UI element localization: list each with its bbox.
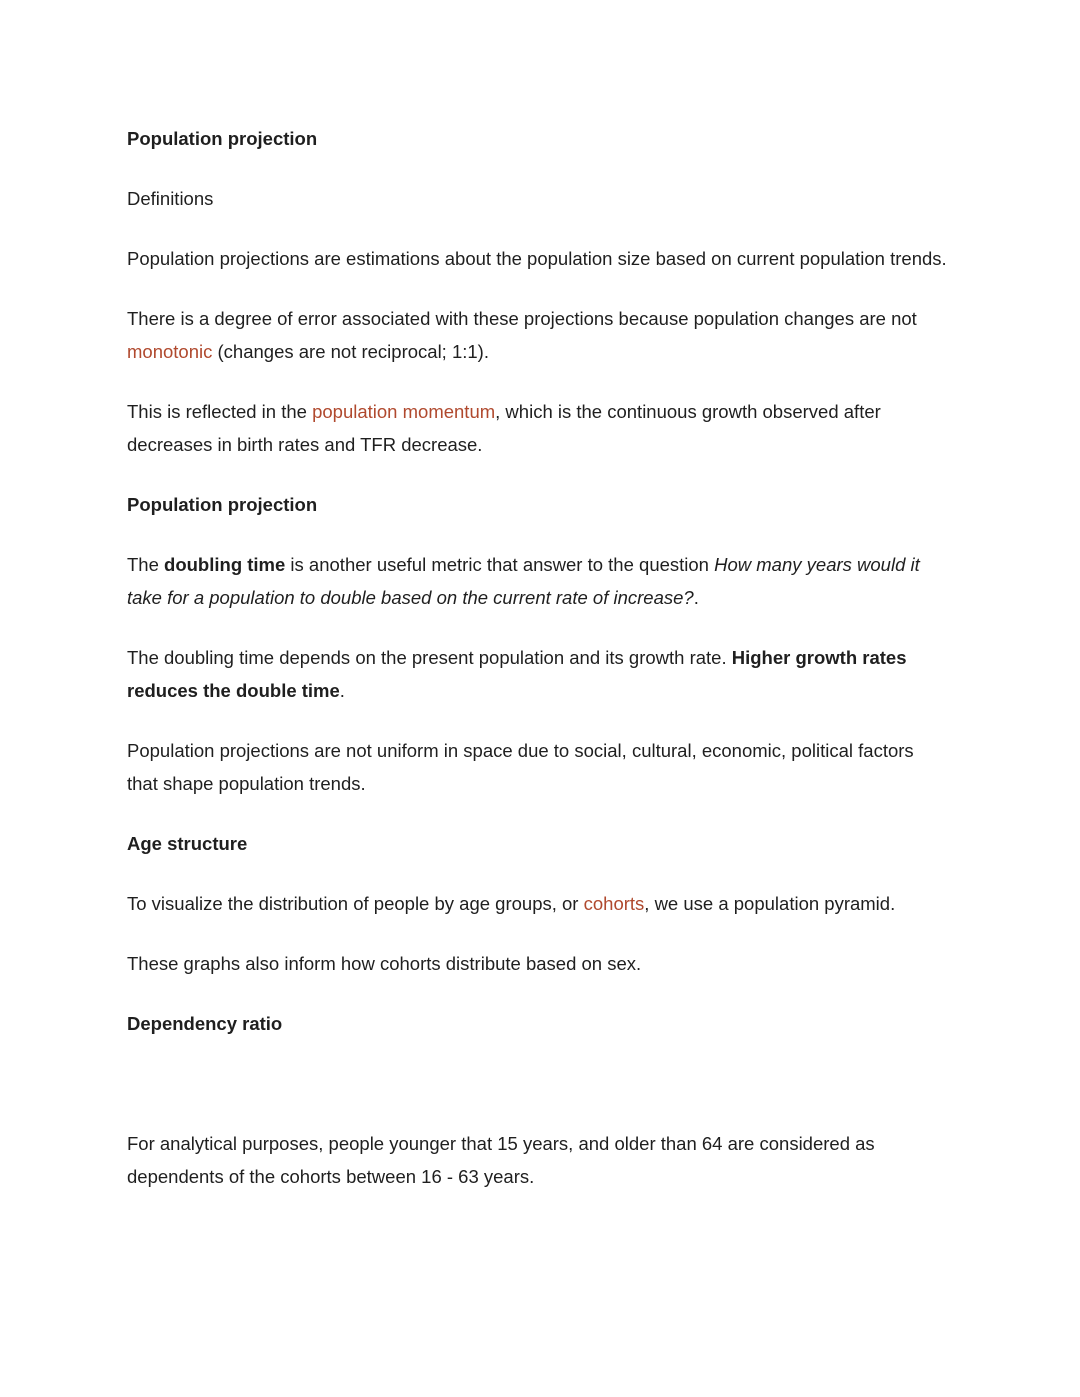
link-text[interactable]: population momentum	[312, 401, 496, 422]
text-run: Population projection	[127, 494, 318, 515]
text-run: .	[693, 587, 699, 608]
paragraph	[127, 1127, 949, 1193]
text-run: Definitions	[127, 188, 214, 209]
link-text[interactable]: monotonic	[127, 341, 213, 362]
text-run: Population projections are estimations about the population size based on current population trends.	[127, 248, 947, 269]
paragraph	[127, 395, 949, 461]
paragraph	[127, 302, 949, 368]
text-run: Population projections are not uniform in space due to social, cultural, economic, political factors that shape population trends.	[127, 740, 914, 794]
paragraph	[127, 1067, 949, 1100]
paragraph	[127, 182, 949, 215]
text-run: , which is the continuous growth observed after decreases in birth rates and TFR decrease.	[127, 401, 881, 455]
link-text[interactable]: cohorts	[583, 893, 645, 914]
paragraph	[127, 734, 949, 800]
text-run: Dependency ratio	[127, 1013, 283, 1034]
heading	[127, 1007, 949, 1040]
text-run: There is a degree of error associated with these projections because population changes are not	[127, 308, 917, 329]
paragraph	[127, 548, 949, 614]
document-body	[127, 122, 949, 1220]
paragraph	[127, 947, 949, 980]
text-run: To visualize the distribution of people by age groups, or	[127, 893, 584, 914]
heading	[127, 488, 949, 521]
text-run: This is reflected in the	[127, 401, 313, 422]
text-run: Higher growth rates reduces the double time	[127, 647, 907, 701]
text-run: These graphs also inform how cohorts distribute based on sex.	[127, 953, 642, 974]
text-run: Population projection	[127, 128, 318, 149]
paragraph	[127, 887, 949, 920]
text-run: For analytical purposes, people younger that 15 years, and older than 64 are considered as dependents of the cohorts between 16 - 63 years.	[127, 1133, 875, 1187]
heading	[127, 827, 949, 860]
text-run: Age structure	[127, 833, 248, 854]
text-run: (changes are not reciprocal; 1:1).	[212, 341, 489, 362]
text-run: How many years would it take for a population to double based on the current rate of increase?	[127, 554, 920, 608]
text-run: doubling time	[164, 554, 286, 575]
text-run: The doubling time depends on the present population and its growth rate.	[127, 647, 732, 668]
text-run: The	[127, 554, 165, 575]
text-run: is another useful metric that answer to the question	[285, 554, 715, 575]
text-run: .	[339, 680, 345, 701]
paragraph	[127, 641, 949, 707]
paragraph	[127, 242, 949, 275]
text-run: , we use a population pyramid.	[644, 893, 896, 914]
heading	[127, 122, 949, 155]
